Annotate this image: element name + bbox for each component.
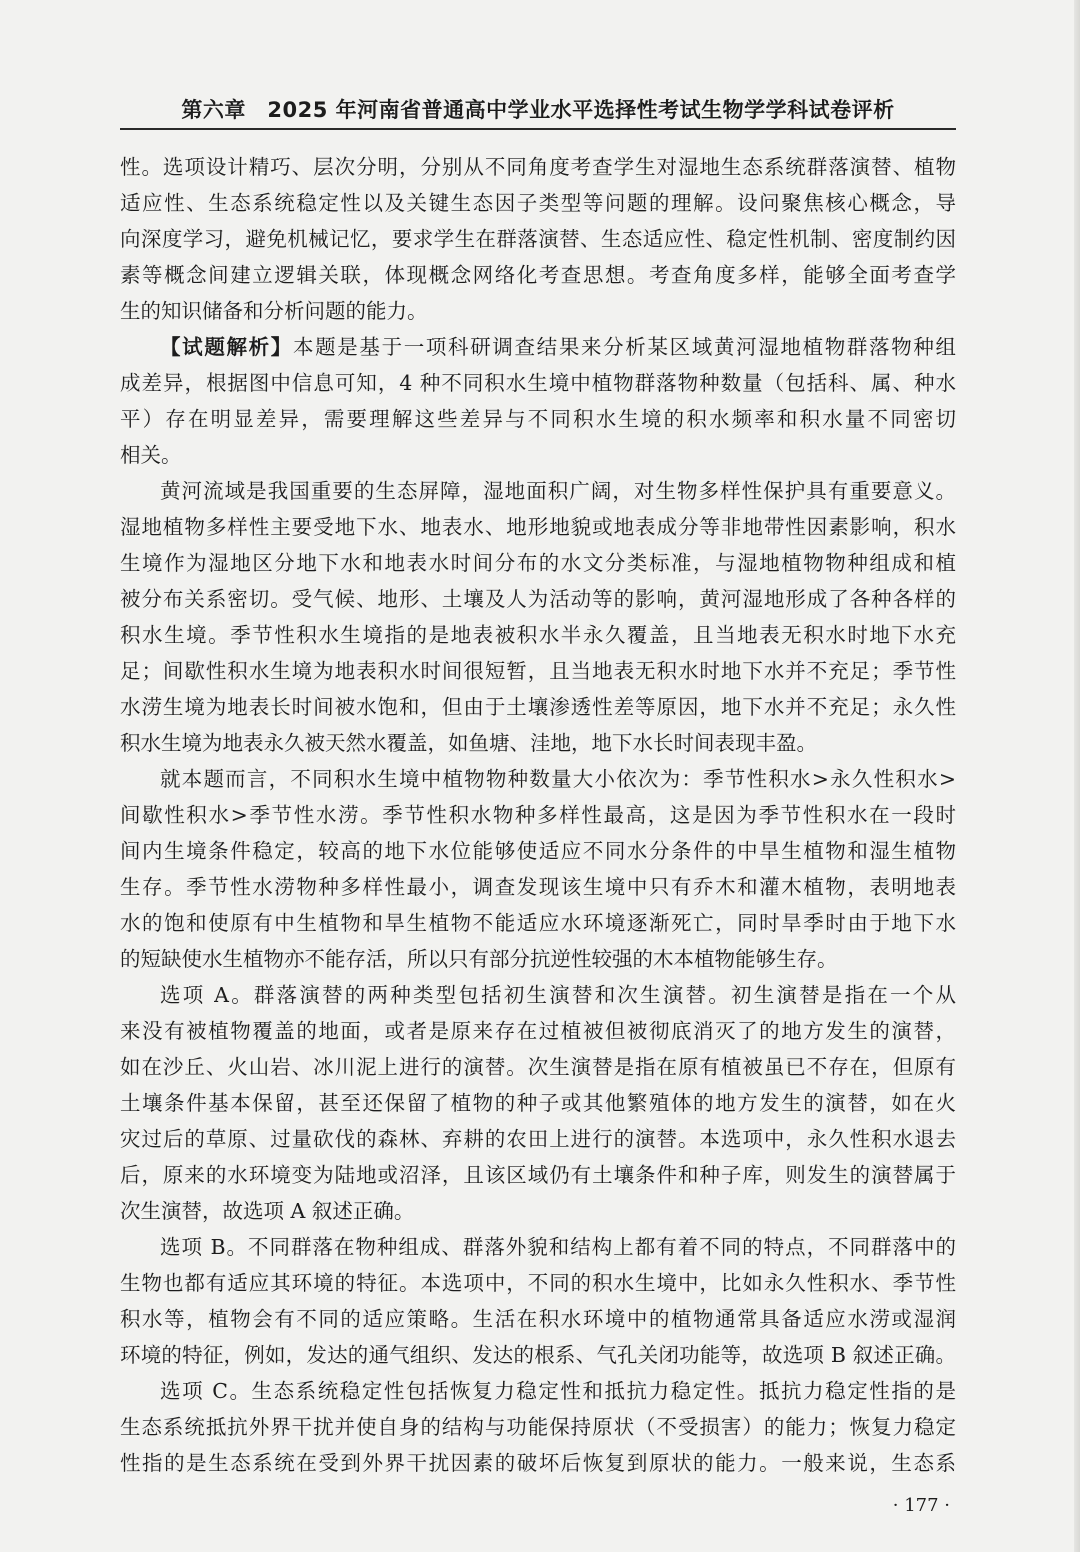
text-line: 土壤条件基本保留，甚至还保留了植物的种子或其他繁殖体的地方发生的演替，如在火	[120, 1091, 956, 1115]
text-line: 向深度学习，避免机械记忆，要求学生在群落演替、生态适应性、稳定性机制、密度制约因	[120, 227, 956, 251]
text-line: 积水生境为地表永久被天然水覆盖，如鱼塘、洼地，地下水长时间表现丰盈。	[120, 731, 817, 755]
text-line: 相关。	[120, 443, 182, 467]
text-line: 来没有被植物覆盖的地面，或者是原来存在过植被但被彻底消灭了的地方发生的演替，	[120, 1019, 956, 1043]
text-line: 间内生境条件稳定，较高的地下水位能够使适应不同水分条件的中旱生植物和湿生植物	[120, 839, 956, 863]
text-line: 被分布关系密切。受气候、地形、土壤及人为活动等的影响，黄河湿地形成了各种各样的	[120, 587, 956, 611]
text-line: 生境作为湿地区分地下水和地表水时间分布的水文分类标准，与湿地植物物种组成和植	[120, 551, 956, 575]
text-line: 环境的特征，例如，发达的通气组织、发达的根系、气孔关闭功能等，故选项 B 叙述正确。	[120, 1343, 956, 1367]
text-line: 生态系统抵抗外界干扰并使自身的结构与功能保持原状（不受损害）的能力；恢复力稳定	[120, 1415, 956, 1439]
text-line: 选项 A。群落演替的两种类型包括初生演替和次生演替。初生演替是指在一个从	[160, 983, 956, 1007]
text-line: 【试题解析】本题是基于一项科研调查结果来分析某区域黄河湿地植物群落物种组	[160, 335, 956, 359]
text-line: 黄河流域是我国重要的生态屏障，湿地面积广阔，对生物多样性保护具有重要意义。	[160, 479, 956, 503]
scan-edge	[1074, 0, 1080, 1552]
text-line: 性指的是生态系统在受到外界干扰因素的破坏后恢复到原状的能力。一般来说，生态系	[120, 1451, 956, 1475]
header-divider	[120, 128, 956, 130]
text-line: 水的饱和使原有中生植物和旱生植物不能适应水环境逐渐死亡，同时旱季时由于地下水	[120, 911, 956, 935]
text-line: 性。选项设计精巧、层次分明，分别从不同角度考查学生对湿地生态系统群落演替、植物	[120, 155, 956, 179]
section-tag: 【试题解析】	[160, 335, 293, 359]
text-line: 的短缺使水生植物亦不能存活，所以只有部分抗逆性较强的木本植物能够生存。	[120, 947, 838, 971]
text-line: 生物也都有适应其环境的特征。本选项中，不同的积水生境中，比如永久性积水、季节性	[120, 1271, 956, 1295]
text-line: 素等概念间建立逻辑关联，体现概念网络化考查思想。考查角度多样，能够全面考查学	[120, 263, 956, 287]
text-line: 灾过后的草原、过量砍伐的森林、弃耕的农田上进行的演替。本选项中，永久性积水退去	[120, 1127, 956, 1151]
chapter-header: 第六章 2025 年河南省普通高中学业水平选择性考试生物学学科试卷评析	[181, 98, 895, 122]
text-line: 如在沙丘、火山岩、冰川泥上进行的演替。次生演替是指在原有植被虽已不存在，但原有	[120, 1055, 956, 1079]
text-line: 湿地植物多样性主要受地下水、地表水、地形地貌或地表成分等非地带性因素影响，积水	[120, 515, 956, 539]
text-line: 足；间歇性积水生境为地表积水时间很短暂，且当地表无积水时地下水并不充足；季节性	[120, 659, 956, 683]
text-line: 后，原来的水环境变为陆地或沼泽，且该区域仍有土壤条件和种子库，则发生的演替属于	[120, 1163, 956, 1187]
text-line: 就本题而言，不同积水生境中植物物种数量大小依次为：季节性积水>永久性积水>	[160, 767, 956, 791]
text-line: 选项 C。生态系统稳定性包括恢复力稳定性和抵抗力稳定性。抵抗力稳定性指的是	[160, 1379, 956, 1403]
text-line: 平）存在明显差异，需要理解这些差异与不同积水生境的积水频率和积水量不同密切	[120, 407, 956, 431]
text-line: 水涝生境为地表长时间被水饱和，但由于土壤渗透性差等原因，地下水并不充足；永久性	[120, 695, 956, 719]
text-line: 次生演替，故选项 A 叙述正确。	[120, 1199, 415, 1223]
text-line: 积水等，植物会有不同的适应策略。生活在积水环境中的植物通常具备适应水涝或湿润	[120, 1307, 956, 1331]
text-line: 选项 B。不同群落在物种组成、群落外貌和结构上都有着不同的特点，不同群落中的	[160, 1235, 956, 1259]
text-line: 间歇性积水>季节性水涝。季节性积水物种多样性最高，这是因为季节性积水在一段时	[120, 803, 956, 827]
text-line: 生的知识储备和分析问题的能力。	[120, 299, 428, 323]
text-line: 适应性、生态系统稳定性以及关键生态因子类型等问题的理解。设问聚焦核心概念，导	[120, 191, 956, 215]
text-line: 成差异，根据图中信息可知，4 种不同积水生境中植物群落物种数量（包括科、属、种水	[120, 371, 956, 395]
page-number: · 177 ·	[892, 1495, 950, 1516]
text-line: 生存。季节性水涝物种多样性最小，调查发现该生境中只有乔木和灌木植物，表明地表	[120, 875, 956, 899]
text-line: 积水生境。季节性积水生境指的是地表被积水半永久覆盖，且当地表无积水时地下水充	[120, 623, 956, 647]
